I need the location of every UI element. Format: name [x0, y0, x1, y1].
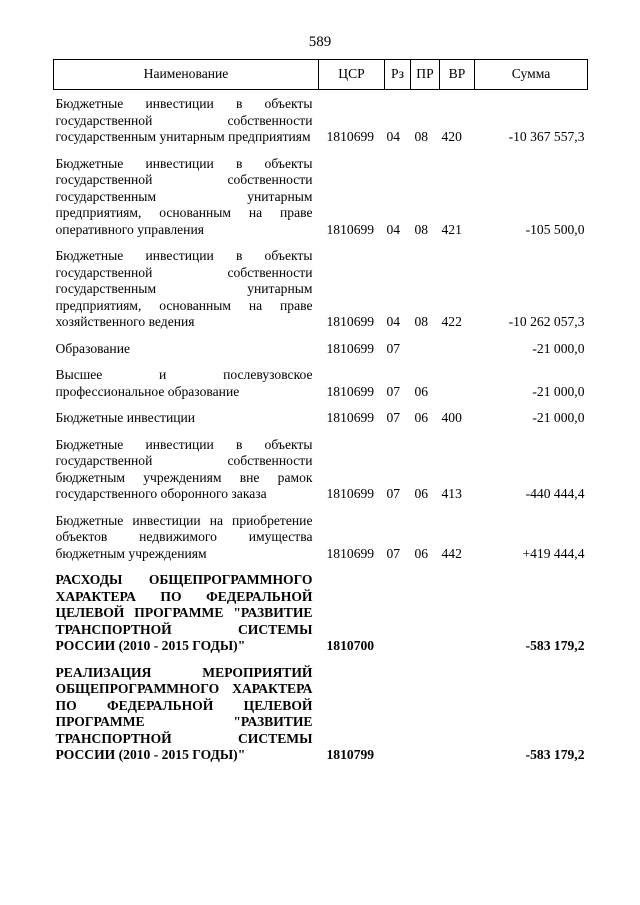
row-sum: +419 444,4	[522, 545, 585, 561]
row-pr: 08	[414, 129, 429, 144]
row-csr: 1810699	[326, 340, 375, 356]
row-vr: 413	[441, 486, 462, 501]
row-vr: 422	[441, 314, 462, 329]
table-row	[54, 361, 588, 404]
row-name: Бюджетные инвестиции в объекты государственной собственности государственным унитарным предприятиям, основанным на праве оперативного управления	[55, 155, 313, 237]
row-pr: 06	[414, 383, 429, 399]
row-name: Бюджетные инвестиции в объекты государственной собственности государственным унитарным предприятиям, основанным на праве хозяйственного ведения	[55, 248, 313, 329]
row-pr: 06	[414, 486, 429, 501]
table-row	[54, 507, 588, 567]
table-row-total	[54, 659, 588, 768]
row-pr	[411, 335, 440, 362]
row-vr	[440, 361, 475, 404]
table-row	[54, 150, 588, 243]
row-csr: 1810699	[326, 486, 375, 501]
table-row	[54, 431, 588, 507]
header-vr: ВР	[440, 60, 475, 90]
row-pr	[411, 659, 440, 768]
row-pr: 06	[414, 410, 429, 425]
row-name: РАСХОДЫ ОБЩЕПРОГРАММНОГО ХАРАКТЕРА ПО ФЕДЕРАЛЬНОЙ ЦЕЛЕВОЙ ПРОГРАММЕ "РАЗВИТИЕ ТРАНСПОРТНОЙ СИСТЕМЫ РОССИИ (2010 - 2015 ГОДЫ)"	[55, 572, 313, 653]
row-csr: 1810699	[326, 383, 375, 399]
row-pr: 06	[414, 545, 429, 561]
row-sum: -10 367 557,3	[508, 129, 585, 144]
row-sum: -105 500,0	[525, 221, 585, 237]
row-csr: 1810699	[326, 129, 375, 144]
page-number: 589	[308, 34, 332, 50]
row-rz	[385, 566, 411, 659]
row-name: Бюджетные инвестиции в объекты государственной собственности бюджетным учреждениям вне рамок государственного оборонного заказа	[55, 436, 313, 501]
row-sum: -21 000,0	[532, 340, 585, 356]
row-pr: 08	[414, 314, 429, 329]
row-csr: 1810799	[326, 747, 375, 762]
row-sum: -10 262 057,3	[508, 314, 585, 329]
header-sum: Сумма	[475, 60, 588, 90]
row-rz: 04	[386, 221, 401, 237]
table-row-total	[54, 566, 588, 659]
table-row	[54, 404, 588, 431]
row-rz: 07	[386, 486, 401, 501]
row-csr: 1810700	[326, 638, 375, 653]
row-pr: 08	[414, 221, 429, 237]
row-sum: -21 000,0	[532, 410, 585, 425]
header-csr: ЦСР	[319, 60, 385, 90]
row-csr: 1810699	[326, 410, 375, 425]
row-rz: 04	[386, 314, 401, 329]
row-name: РЕАЛИЗАЦИЯ МЕРОПРИЯТИЙ ОБЩЕПРОГРАММНОГО ХАРАКТЕРА ПО ФЕДЕРАЛЬНОЙ ЦЕЛЕВОЙ ПРОГРАММЕ "РАЗВИТИЕ ТРАНСПОРТНОЙ СИСТЕМЫ РОССИИ (2010 - 2015 ГОДЫ)"	[55, 664, 313, 762]
header-name: Наименование	[54, 60, 319, 90]
row-name: Бюджетные инвестиции в объекты государственной собственности государственным унитарным предприятиям	[55, 96, 313, 144]
header-row	[54, 60, 588, 90]
row-rz	[385, 659, 411, 768]
row-rz: 07	[386, 410, 401, 425]
row-name: Бюджетные инвестиции на приобретение объектов недвижимого имущества бюджетным учреждениям	[55, 512, 313, 561]
row-csr: 1810699	[326, 314, 375, 329]
row-rz: 07	[386, 383, 401, 399]
budget-table	[53, 59, 588, 768]
row-rz: 07	[386, 545, 401, 561]
row-name: Высшее и послевузовское профессиональное образование	[55, 367, 313, 399]
row-name: Бюджетные инвестиции	[55, 410, 196, 425]
row-vr: 400	[441, 410, 462, 425]
table-body	[54, 90, 588, 768]
row-csr: 1810699	[326, 221, 375, 237]
row-name: Образование	[55, 340, 131, 356]
row-vr	[440, 659, 475, 768]
table-row	[54, 335, 588, 362]
table-row	[54, 90, 588, 150]
row-sum: -583 179,2	[525, 747, 585, 762]
row-vr	[440, 566, 475, 659]
row-rz: 04	[386, 129, 401, 144]
row-sum: -440 444,4	[525, 486, 585, 501]
table-row	[54, 242, 588, 335]
header-pr: ПР	[411, 60, 440, 90]
row-vr	[440, 335, 475, 362]
header-rz: Рз	[385, 60, 411, 90]
row-vr: 420	[441, 129, 462, 144]
table-header	[54, 60, 588, 90]
row-sum: -21 000,0	[532, 383, 585, 399]
row-vr: 442	[441, 545, 462, 561]
row-vr: 421	[441, 221, 462, 237]
row-rz: 07	[386, 340, 401, 356]
row-sum: -583 179,2	[525, 638, 585, 653]
row-csr: 1810699	[326, 545, 375, 561]
row-pr	[411, 566, 440, 659]
budget-table-container	[53, 59, 587, 768]
